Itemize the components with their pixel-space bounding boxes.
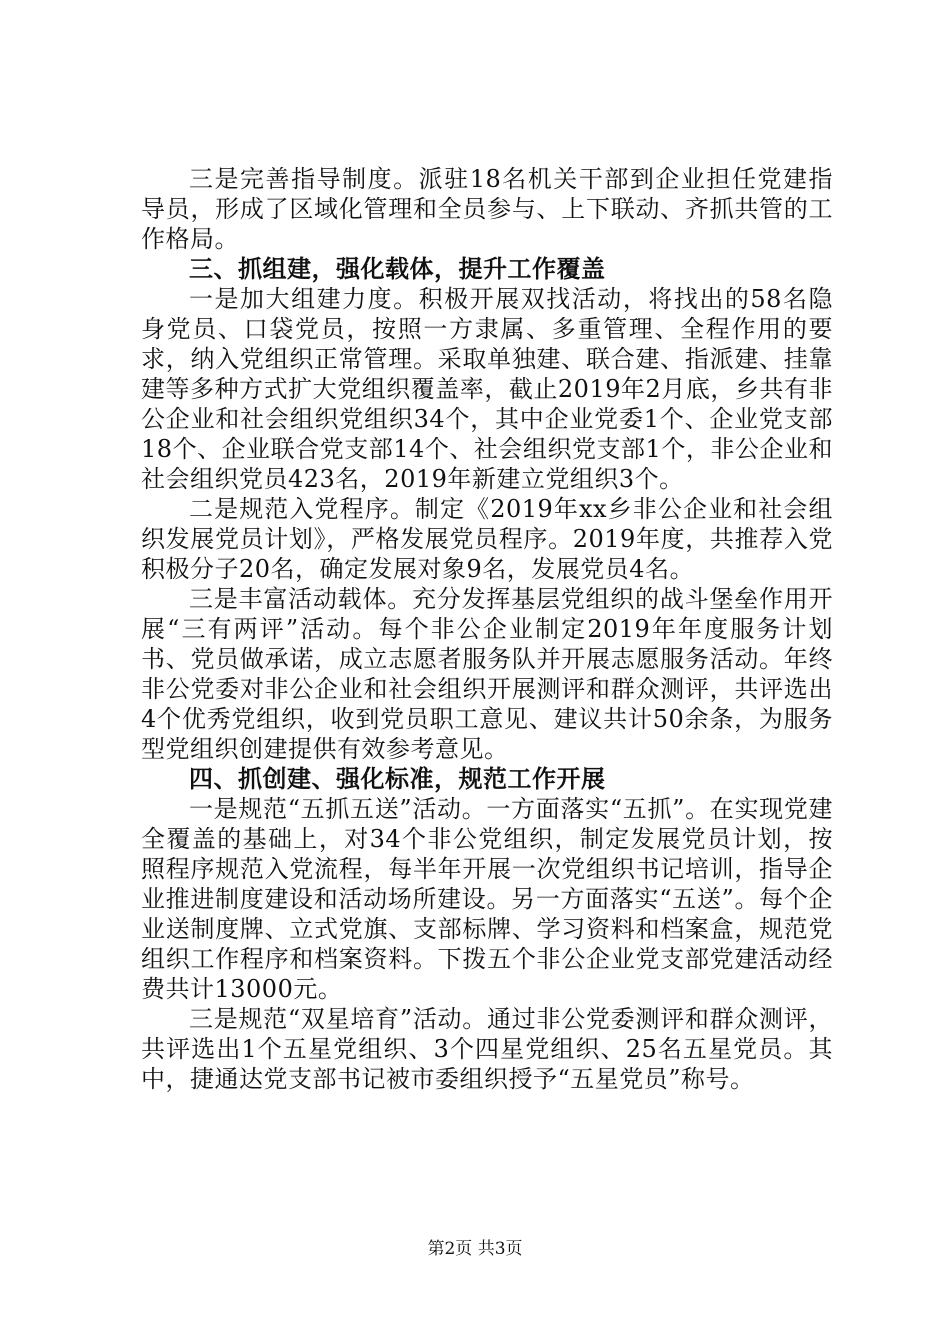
paragraph-organization-building: 一是加大组建力度。积极开展双找活动，将找出的58名隐身党员、口袋党员，按照一方隶属、多重管理、全程作用的要求，纳入党组织正常管理。采取单独建、联合建、指派建、挂靠建等多种方式扩大党组织覆盖率，截止2019年2月底，乡共有非公企业和社会组织党组织34个，其中企业党委1个、企业党支部18个、企业联合党支部14个、社会组织党支部1个，非公企业和社会组织党员423名，2019年新建立党组织3个。: [141, 285, 833, 493]
page-footer: 第2页 共3页: [427, 1239, 523, 1259]
paragraph-party-admission: 二是规范入党程序。制定《2019年xx乡非公企业和社会组织发展党员计划》，严格发展党员程序。2019年度，共推荐入党积极分子20名，确定发展对象9名，发展党员4名。: [141, 495, 833, 583]
paragraph-double-star-cultivation: 三是规范“双星培育”活动。通过非公党委测评和群众测评，共评选出1个五星党组织、3个四星党组织、25名五星党员。其中，捷通达党支部书记被市委组织授予“五星党员”称号。: [141, 1005, 833, 1093]
section-heading-3: 三、抓组建，强化载体，提升工作覆盖: [189, 255, 606, 283]
section-heading-4: 四、抓创建、强化标准，规范工作开展: [189, 765, 606, 793]
paragraph-guidance-system: 三是完善指导制度。派驻18名机关干部到企业担任党建指导员，形成了区域化管理和全员参与、上下联动、齐抓共管的工作格局。: [141, 165, 833, 253]
paragraph-five-grasps-five-sends: 一是规范“五抓五送”活动。一方面落实“五抓”。在实现党建全覆盖的基础上，对34个非公党组织，制定发展党员计划，按照程序规范入党流程，每半年开展一次党组织书记培训，指导企业推进制度建设和活动场所建设。另一方面落实“五送”。每个企业送制度牌、立式党旗、支部标牌、学习资料和档案盒，规范党组织工作程序和档案资料。下拨五个非公企业党支部党建活动经费共计13000元。: [141, 795, 833, 1003]
paragraph-activity-carriers: 三是丰富活动载体。充分发挥基层党组织的战斗堡垒作用开展“三有两评”活动。每个非公企业制定2019年年度服务计划书、党员做承诺，成立志愿者服务队并开展志愿服务活动。年终非公党委对非公企业和社会组织开展测评和群众测评，共评选出4个优秀党组织，收到党员职工意见、建议共计50余条，为服务型党组织创建提供有效参考意见。: [141, 585, 833, 763]
document-body: [141, 164, 833, 1094]
